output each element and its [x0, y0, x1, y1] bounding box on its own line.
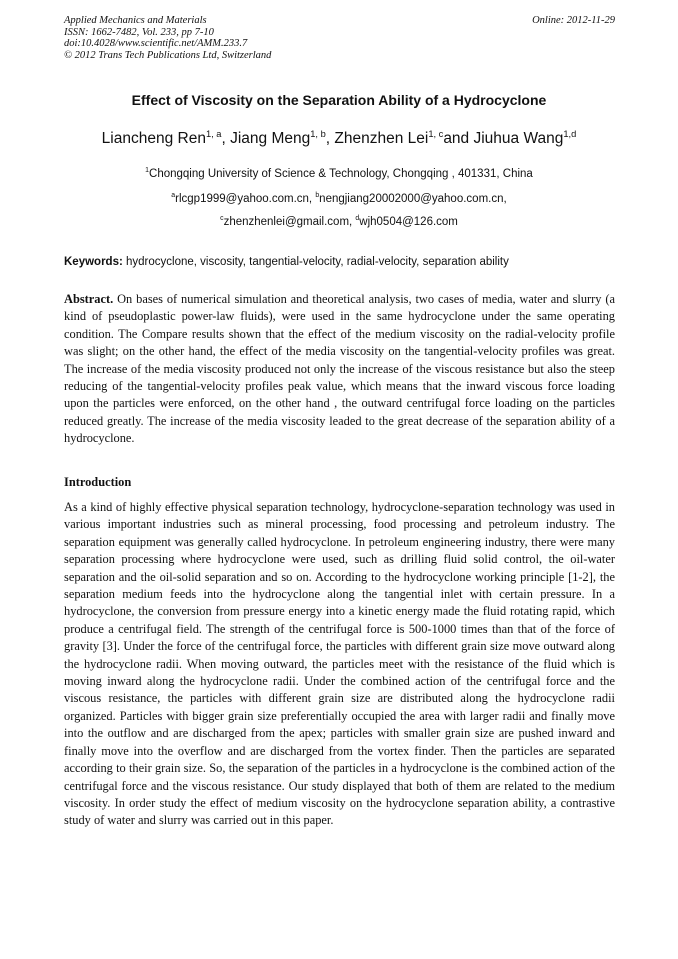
abstract-text: On bases of numerical simulation and theoretical analysis, two cases of media, water and slurry (a kind of pseudoplastic power-law fluids), were used in the same hydrocyclone under the same operating condition. The Compare results shown that the effect of the medium viscosity on the radial-velocity profile was slight; on the other hand, the effect of the media viscosity on the tangential-velocity profiles was great. The increase of the media viscosity produced not only the increase of the viscous resistance but also the steep reducing of the tangential-velocity profiles peak value, which means that the inward viscous force loading upon the particles were enforced, on the other hand , the outward centrifugal force loading on the particles reduced greatly. The increase of the media viscosity leaded to the great decrease of the separation ability of a hydrocyclone.: [64, 292, 615, 446]
journal-header: [64, 15, 615, 61]
email-link[interactable]: rlcgp1999@yahoo.com.cn,: [175, 193, 313, 205]
email-line-2: [40, 216, 638, 228]
email-superscript: b: [315, 192, 320, 200]
affiliation-superscript: 1: [145, 167, 150, 175]
author-superscript: 1, c: [428, 128, 444, 139]
section-heading-introduction: Introduction: [64, 475, 132, 489]
introduction-paragraph: As a kind of highly effective physical separation technology, hydrocyclone-separation technology was used in various important industries such as mineral processing, food processing and petroleum industry. The separation equipment was generally called hydrocyclone. In petroleum engineering industry, there were many separation processing where hydrocyclone were used, such as drilling fluid solid control, the oil-water separation and the oil-solid separation and so on. According to the hydrocyclone working principle [1-2], the separation medium feeds into the hydrocyclone along the tangential inlet with certain pressure. In a hydrocyclone, the conversion from pressure energy into a kinetic energy made the fluid rotating rapid, which produce a centrifugal field. The strength of the centrifugal force is 500-1000 times than that of the force of gravity [3]. Under the force of the centrifugal force, the particles with different grain size move outward along the hydrocyclone radii. When moving outward, the particles meet with the resistance of the fluid which is moving inward along the hydrocyclone radii. Under the combined action of the centrifugal force and the viscous resistance, the particles with different grain size are distributed along the hydrocyclone radii organized. Particles with bigger grain size preferentially occupied the area with larger radii and finally move into the outflow and are discharged from the apex; particles with smaller grain size are pushed inward and finally move into the overflow and are discharged from the vortex finder. Then the particles are separated according to their grain size. So, the separation of the particles in a hydrocyclone is the combined action of the centrifugal force and the viscous resistance. Our study displayed that both of them are related to the medium viscosity. In order study the effect of medium viscosity on the hydrocyclone separation ability, a contrastive study of water and slurry was carried out in this paper.: [64, 500, 615, 828]
keywords-text: hydrocyclone, viscosity, tangential-velocity, radial-velocity, separation ability: [126, 256, 509, 268]
author-superscript: 1, a: [205, 128, 222, 139]
email-superscript: d: [355, 215, 360, 223]
author-name: Zhenzhen Lei: [334, 130, 429, 147]
email-link[interactable]: zhenzhenlei@gmail.com,: [223, 216, 353, 228]
author-name: Liancheng Ren: [101, 130, 206, 147]
author-superscript: 1,d: [563, 128, 577, 139]
keywords: [64, 256, 624, 268]
paper-title: Effect of Viscosity on the Separation Ability of a Hydrocyclone: [131, 92, 547, 108]
author-superscript: 1, b: [310, 128, 326, 139]
email-superscript: a: [171, 192, 176, 200]
author-list: Liancheng Ren$^{1, a}$, Jiang Meng$^{1, b}$, Zhenzhen Lei$^{1, c}$and Jiuhua Wang$^{1,d}$: [101, 128, 577, 147]
journal-doi: doi:10.4028/www.scientific.net/AMM.233.7: [64, 38, 248, 50]
author-name: Jiang Meng: [230, 130, 311, 147]
author-name: Jiuhua Wang: [473, 130, 564, 147]
abstract: [64, 291, 615, 448]
keywords-label: Keywords:: [64, 256, 123, 268]
journal-issn: ISSN: 1662-7482, Vol. 233, pp 7-10: [64, 26, 214, 38]
affiliation-text: Chongqing University of Science & Technology, Chongqing , 401331, China: [149, 168, 533, 180]
online-date: Online: 2012-11-29: [532, 15, 615, 26]
email-link[interactable]: wjh0504@126.com: [359, 216, 458, 228]
abstract-label: Abstract.: [64, 292, 114, 306]
affiliation: [40, 168, 638, 180]
journal-name: Applied Mechanics and Materials: [64, 15, 207, 26]
email-superscript: c: [220, 215, 224, 223]
email-link[interactable]: nengjiang20002000@yahoo.com.cn,: [319, 193, 507, 205]
email-line-1: [40, 193, 638, 205]
journal-copyright: © 2012 Trans Tech Publications Ltd, Switzerland: [64, 49, 272, 61]
